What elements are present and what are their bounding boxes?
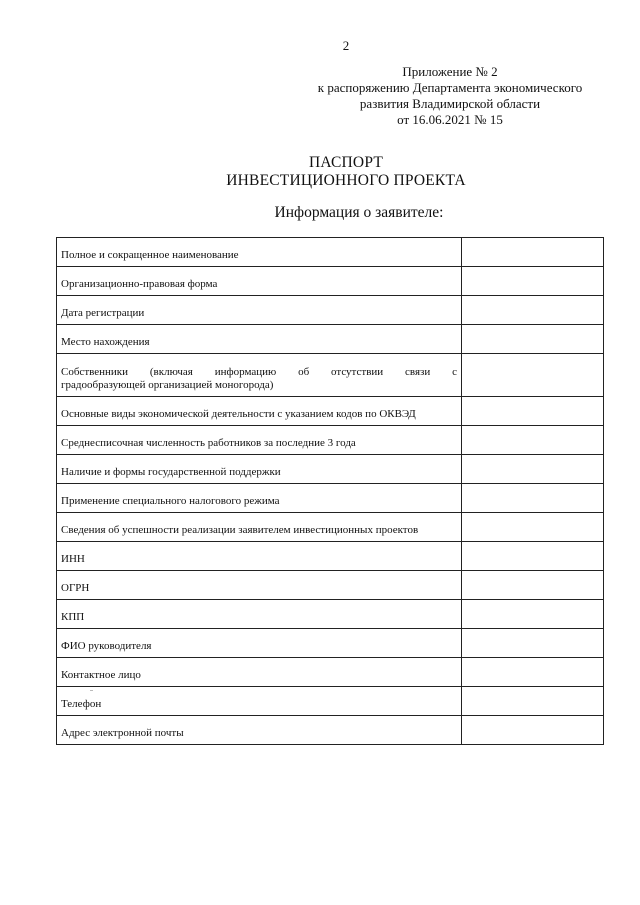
table-row [57,571,604,600]
row-value-cell[interactable] [462,455,604,484]
row-value-cell[interactable] [462,397,604,426]
table-row [57,629,604,658]
row-value-cell[interactable] [462,484,604,513]
row-value-cell[interactable] [462,687,604,716]
row-label: Применение специального налогового режима [57,484,462,513]
table-row [57,542,604,571]
title-line-1: ПАСПОРТ [308,154,384,171]
row-label-line-2: градообразующей организацией моногорода) [61,379,274,391]
row-label: Наличие и формы государственной поддержки [57,455,462,484]
row-value-cell[interactable] [462,426,604,455]
row-label: Дата регистрации [57,296,462,325]
row-label: Среднесписочная численность работников за последние 3 года [57,426,462,455]
table-row [57,658,604,687]
row-value-cell[interactable] [462,513,604,542]
appendix-line-4: от 16.06.2021 № 15 [397,112,503,127]
row-value-cell[interactable] [462,600,604,629]
row-label [57,354,462,397]
title-line-2: ИНВЕСТИЦИОННОГО ПРОЕКТА [226,172,466,189]
row-label: ИНН [57,542,462,571]
section-heading: Информация о заявителе: [274,204,444,221]
row-label: Место нахождения [57,325,462,354]
appendix-line-1: Приложение № 2 [402,64,498,79]
table-row [57,354,604,397]
appendix-line-2: к распоряжению Департамента экономического [317,80,583,95]
table-row [57,484,604,513]
row-label: Контактное лицо [57,658,462,687]
applicant-info-table [56,237,604,745]
row-value-cell[interactable] [462,325,604,354]
appendix-line-3: развития Владимирской области [359,96,541,111]
row-value-cell[interactable] [462,296,604,325]
table-row [57,455,604,484]
row-label: Адрес электронной почты [57,716,462,745]
row-label: Сведения об успешности реализации заявителем инвестиционных проектов [57,513,462,542]
table-row [57,325,604,354]
table-row [57,296,604,325]
row-label: Организационно-правовая форма [57,267,462,296]
appendix-header [300,64,600,128]
table-row [57,426,604,455]
row-label: Основные виды экономической деятельности с указанием кодов по ОКВЭД [57,397,462,426]
row-value-cell[interactable] [462,658,604,687]
table-row [57,267,604,296]
row-value-cell[interactable] [462,571,604,600]
table-row [57,238,604,267]
page-number: 2 [342,38,350,53]
row-label: ФИО руководителя [57,629,462,658]
document-title [0,154,640,190]
table-row [57,513,604,542]
row-value-cell[interactable] [462,354,604,397]
table-row [57,397,604,426]
row-value-cell[interactable] [462,238,604,267]
row-value-cell[interactable] [462,267,604,296]
row-label: ОГРН [57,571,462,600]
row-label: КПП [57,600,462,629]
row-label: Телефон [57,687,462,716]
row-value-cell[interactable] [462,629,604,658]
scan-speck [90,690,93,691]
row-label-line-1: Собственники (включая информацию об отсутствии связи с [61,366,457,378]
table-row [57,716,604,745]
row-value-cell[interactable] [462,716,604,745]
table-row [57,600,604,629]
table-row [57,687,604,716]
row-label: Полное и сокращенное наименование [57,238,462,267]
row-value-cell[interactable] [462,542,604,571]
